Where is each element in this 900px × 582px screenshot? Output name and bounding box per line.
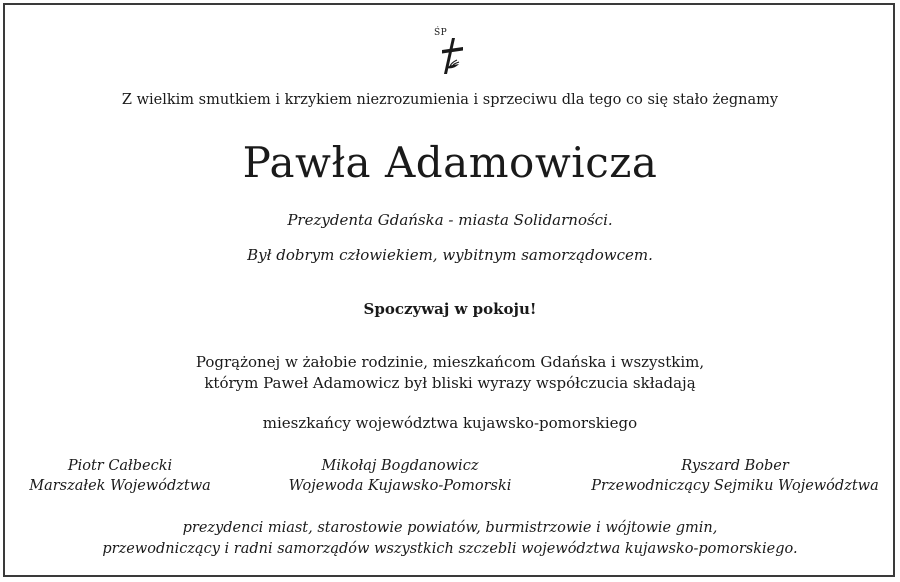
signatory-name: Ryszard Bober xyxy=(681,458,789,474)
signatory-title: Marszałek Województwa xyxy=(29,478,211,494)
footer-line-1: prezydenci miast, starostowie powiatów, burmistrzowie i wójtowie gmin, xyxy=(182,520,718,536)
signatory xyxy=(580,456,890,496)
signatory xyxy=(20,456,220,496)
deceased-name: Pawła Adamowicza xyxy=(242,138,658,187)
signatory xyxy=(280,456,520,496)
footer-line-2: przewodniczący i radni samorządów wszystkich szczebli województwa kujawsko-pomorskiego. xyxy=(102,541,798,557)
condolence-line-2: którym Paweł Adamowicz był bliski wyrazy współczucia składają xyxy=(204,374,696,392)
signatory-title: Wojewoda Kujawsko-Pomorski xyxy=(288,478,512,494)
rest-in-peace: Spoczywaj w pokoju! xyxy=(363,300,537,318)
intro-text: Z wielkim smutkiem i krzykiem niezrozumienia i sprzeciwu dla tego co się stało żegnamy xyxy=(121,92,779,108)
sp-symbol xyxy=(432,28,468,78)
residents-line: mieszkańcy województwa kujawsko-pomorskiego xyxy=(262,414,638,432)
signatory-title: Przewodniczący Sejmiku Województwa xyxy=(591,478,879,494)
signatory-name: Piotr Całbecki xyxy=(67,458,173,474)
condolence-line-1: Pogrążonej w żałobie rodzinie, mieszkańcom Gdańska i wszystkim, xyxy=(195,353,705,371)
deceased-role: Prezydenta Gdańska - miasta Solidarności. xyxy=(287,211,613,229)
deceased-description: Był dobrym człowiekiem, wybitnym samorządowcem. xyxy=(247,246,653,264)
signatory-name: Mikołaj Bogdanowicz xyxy=(321,458,479,474)
cross-with-leaves-icon xyxy=(432,28,468,78)
sp-label: ŚP xyxy=(434,28,448,38)
